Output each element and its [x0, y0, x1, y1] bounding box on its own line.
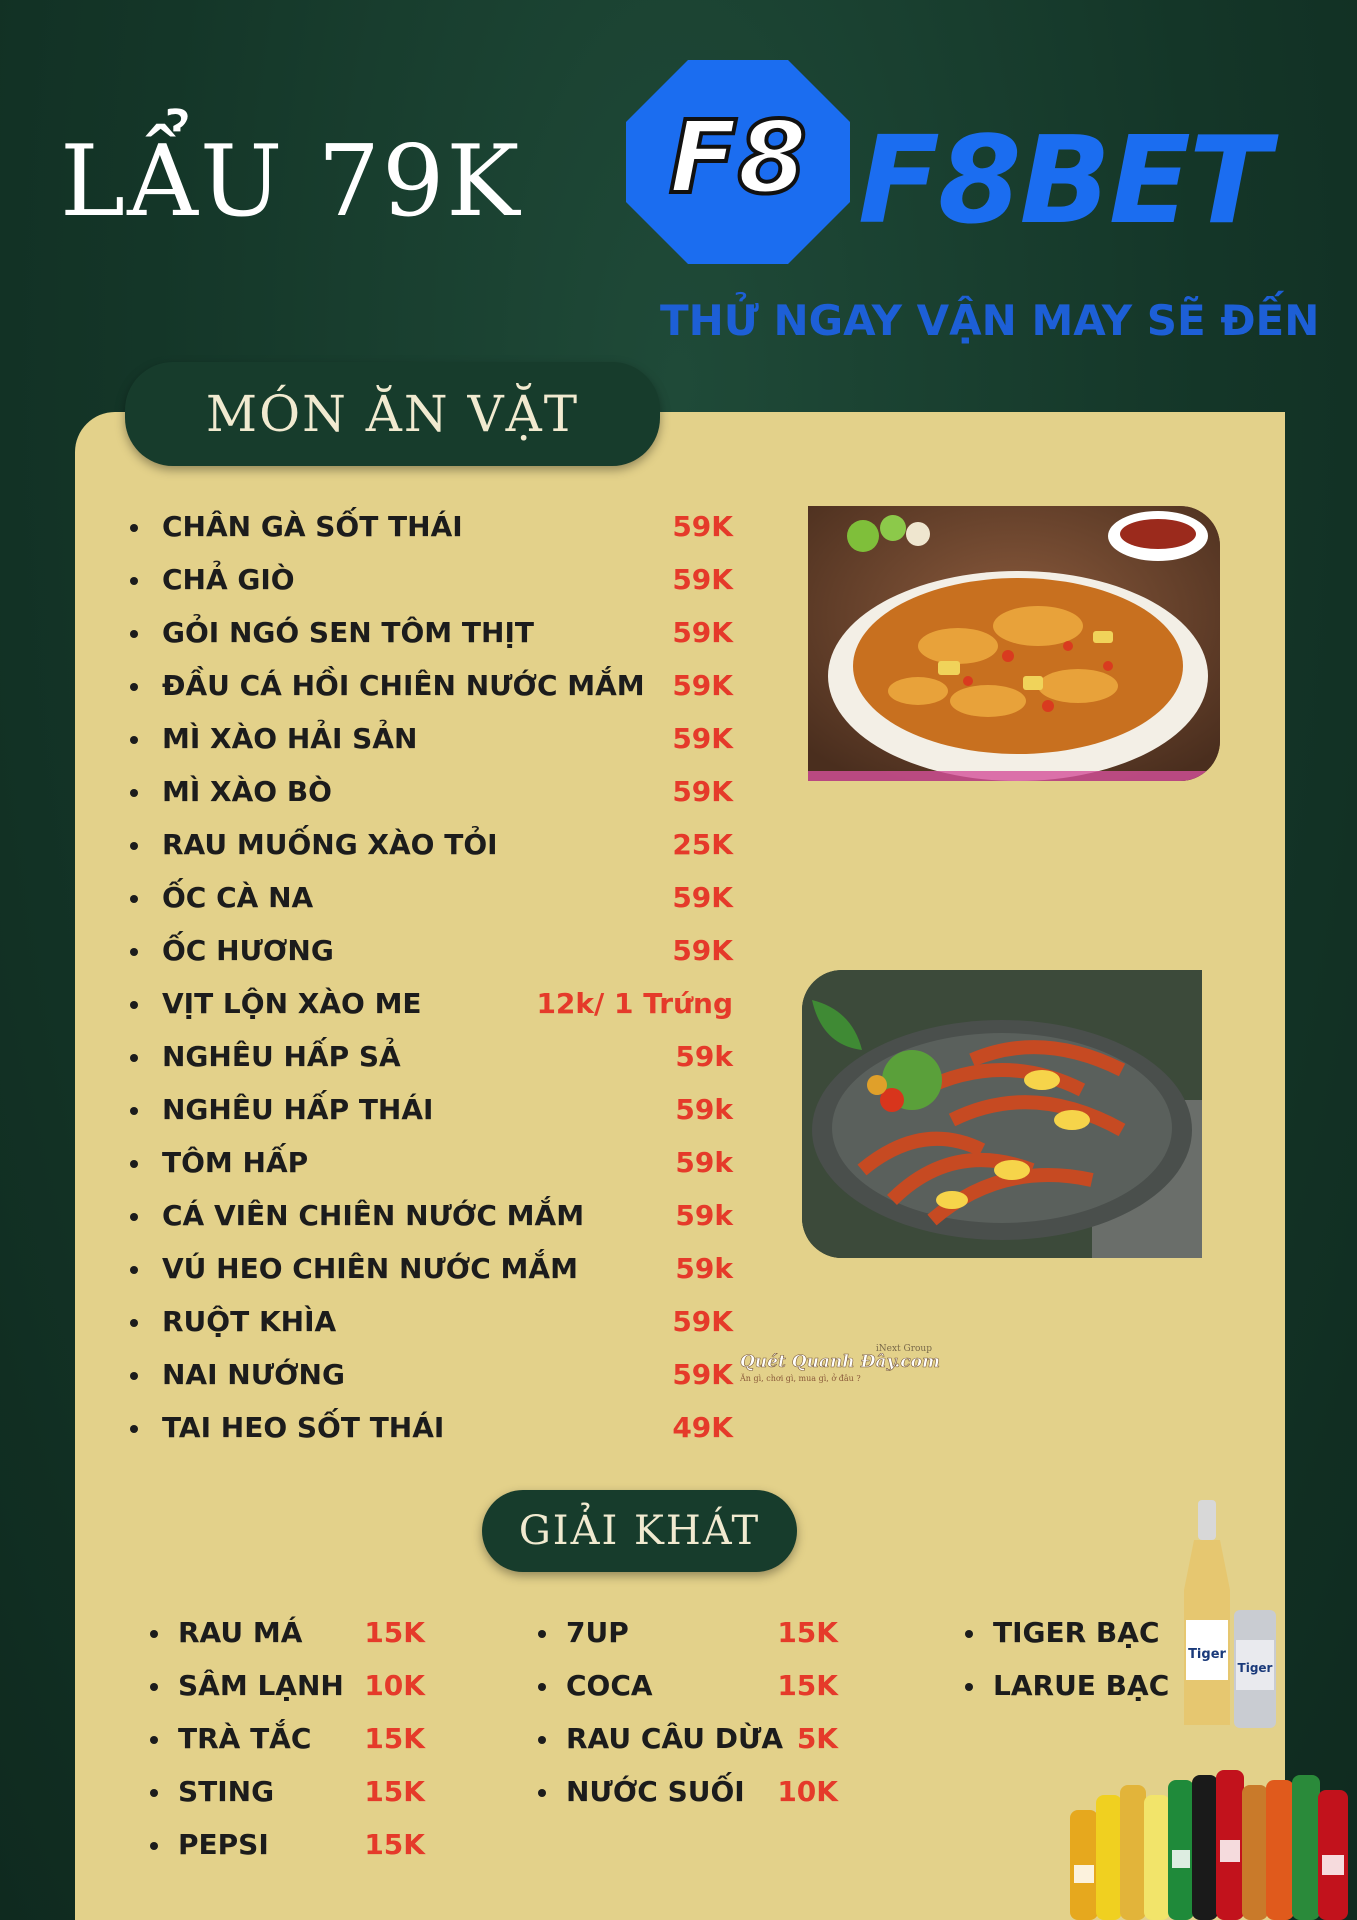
menu-item [150, 1606, 425, 1659]
bullet-icon [130, 1160, 138, 1168]
item-price: 59K [672, 722, 733, 755]
snack-section-heading: MÓN ĂN VẶT [125, 362, 660, 466]
menu-item [130, 1295, 750, 1348]
bullet-icon [130, 1319, 138, 1327]
bullet-icon [130, 1425, 138, 1433]
watermark-slogan: Ăn gì, chơi gì, mua gì, ở đâu ? [740, 1374, 861, 1383]
item-price: 59K [672, 1305, 733, 1338]
bullet-icon [538, 1736, 546, 1744]
menu-item [538, 1765, 838, 1818]
bullet-icon [130, 630, 138, 638]
item-name: VÚ HEO CHIÊN NƯỚC MẮM [162, 1252, 578, 1285]
item-name: NAI NƯỚNG [162, 1358, 345, 1391]
item-price: 10K [777, 1775, 838, 1808]
bullet-icon [150, 1736, 158, 1744]
badge-text: F8 [669, 99, 807, 216]
menu-item [538, 1712, 838, 1765]
item-name: SÂM LẠNH [178, 1669, 344, 1702]
menu-item [130, 871, 750, 924]
menu-item [130, 553, 750, 606]
item-name: TAI HEO SỐT THÁI [162, 1411, 445, 1444]
item-name: RAU MÁ [178, 1616, 303, 1649]
bullet-icon [150, 1789, 158, 1797]
item-price: 59K [672, 934, 733, 967]
beer-label-2: Tiger [1237, 1661, 1273, 1675]
item-price: 15K [364, 1616, 425, 1649]
item-name: LARUE BẠC [993, 1669, 1170, 1702]
item-name: 7UP [566, 1616, 629, 1649]
menu-item [130, 818, 750, 871]
beer-label-1: Tiger [1188, 1647, 1226, 1662]
menu-item [538, 1659, 838, 1712]
bullet-icon [130, 736, 138, 744]
item-name: TÔM HẤP [162, 1146, 309, 1179]
tiger-beer-image [1180, 1500, 1280, 1730]
bullet-icon [130, 524, 138, 532]
item-price: 59k [675, 1252, 733, 1285]
item-price: 15K [364, 1775, 425, 1808]
menu-item [150, 1818, 425, 1871]
menu-item [150, 1765, 425, 1818]
bullet-icon [538, 1789, 546, 1797]
item-price: 59K [672, 616, 733, 649]
menu-item [130, 977, 750, 1030]
bullet-icon [130, 577, 138, 585]
menu-item [130, 500, 750, 553]
bullet-icon [130, 789, 138, 797]
menu-item [965, 1606, 1165, 1659]
bullet-icon [130, 1372, 138, 1380]
menu-item [130, 712, 750, 765]
item-price: 59k [675, 1199, 733, 1232]
menu-item [130, 1030, 750, 1083]
bullet-icon [130, 1266, 138, 1274]
item-name: NƯỚC SUỐI [566, 1775, 745, 1808]
menu-item [130, 1401, 750, 1454]
menu-item [965, 1659, 1170, 1712]
drinks-column-2 [538, 1606, 838, 1818]
item-price: 59K [672, 1358, 733, 1391]
bullet-icon [538, 1630, 546, 1638]
item-name: GỎI NGÓ SEN TÔM THỊT [162, 616, 534, 649]
brand-tagline: THỬ NGAY VẬN MAY SẼ ĐẾN [660, 296, 1320, 345]
item-name: MÌ XÀO BÒ [162, 775, 332, 808]
item-price: 15K [777, 1669, 838, 1702]
item-name: RAU CÂU DỪA [566, 1722, 783, 1755]
item-name: TIGER BẠC [993, 1616, 1160, 1649]
watermark-name: Quét Quanh Đây.com [740, 1352, 940, 1372]
item-price: 59k [675, 1093, 733, 1126]
item-name: VỊT LỘN XÀO ME [162, 987, 422, 1020]
bullet-icon [130, 683, 138, 691]
item-price: 59K [672, 881, 733, 914]
item-name: ĐẦU CÁ HỒI CHIÊN NƯỚC MẮM [162, 669, 645, 702]
item-price: 10K [364, 1669, 425, 1702]
bullet-icon [130, 895, 138, 903]
item-price: 49K [672, 1411, 733, 1444]
menu-item [130, 1189, 750, 1242]
item-price: 15K [777, 1616, 838, 1649]
drinks-column-1 [150, 1606, 425, 1871]
bullet-icon [130, 1054, 138, 1062]
item-name: CHÂN GÀ SỐT THÁI [162, 510, 463, 543]
snack-list [130, 500, 750, 1454]
item-name: STING [178, 1775, 275, 1808]
item-price: 25K [672, 828, 733, 861]
drinks-column-3 [965, 1606, 1170, 1712]
item-name: RAU MUỐNG XÀO TỎI [162, 828, 498, 861]
item-name: NGHÊU HẤP SẢ [162, 1040, 401, 1073]
item-name: COCA [566, 1669, 653, 1702]
bullet-icon [130, 1001, 138, 1009]
item-price: 59K [672, 775, 733, 808]
brand-name: F8BET [858, 112, 1269, 251]
menu-item [130, 659, 750, 712]
menu-item [130, 765, 750, 818]
menu-item [150, 1659, 425, 1712]
watermark-group: iNext Group [875, 1344, 932, 1354]
f8bet-logo [618, 52, 1298, 272]
item-name: ỐC HƯƠNG [162, 934, 334, 967]
bullet-icon [130, 948, 138, 956]
item-price: 59K [672, 669, 733, 702]
bullet-icon [150, 1842, 158, 1850]
item-name: RUỘT KHÌA [162, 1305, 337, 1338]
item-price: 5K [796, 1722, 838, 1755]
item-name: MÌ XÀO HẢI SẢN [162, 722, 418, 755]
bullet-icon [130, 1107, 138, 1115]
item-price: 59k [675, 1146, 733, 1179]
item-price: 15K [364, 1828, 425, 1861]
f8-badge-icon [618, 52, 858, 272]
item-name: CÁ VIÊN CHIÊN NƯỚC MẮM [162, 1199, 585, 1232]
menu-item [130, 924, 750, 977]
item-price: 12k/ 1 Trứng [536, 987, 733, 1020]
bullet-icon [150, 1683, 158, 1691]
menu-item [130, 1136, 750, 1189]
chicken-feet-photo [808, 506, 1220, 781]
item-price: 59K [672, 510, 733, 543]
item-name: CHẢ GIÒ [162, 563, 295, 596]
item-name: ỐC CÀ NA [162, 881, 314, 914]
bullet-icon [965, 1630, 973, 1638]
menu-item [150, 1712, 425, 1765]
menu-item [538, 1606, 838, 1659]
bullet-icon [150, 1630, 158, 1638]
bullet-icon [538, 1683, 546, 1691]
item-price: 15K [364, 1722, 425, 1755]
bullet-icon [130, 1213, 138, 1221]
menu-item [130, 606, 750, 659]
menu-item [130, 1348, 750, 1401]
item-name: TRÀ TẮC [178, 1722, 312, 1755]
menu-item [130, 1242, 750, 1295]
page-title: LẨU 79K [60, 125, 522, 239]
item-price: 59K [672, 563, 733, 596]
quet-quanh-day-watermark [740, 1344, 940, 1388]
menu-item [130, 1083, 750, 1136]
bullet-icon [130, 842, 138, 850]
bullet-icon [965, 1683, 973, 1691]
item-name: PEPSI [178, 1828, 269, 1861]
drinks-section-heading: GIẢI KHÁT [482, 1490, 797, 1572]
item-price: 59k [675, 1040, 733, 1073]
soft-drink-bottles-image [1070, 1770, 1357, 1920]
shrimp-photo [802, 970, 1202, 1258]
item-name: NGHÊU HẤP THÁI [162, 1093, 434, 1126]
